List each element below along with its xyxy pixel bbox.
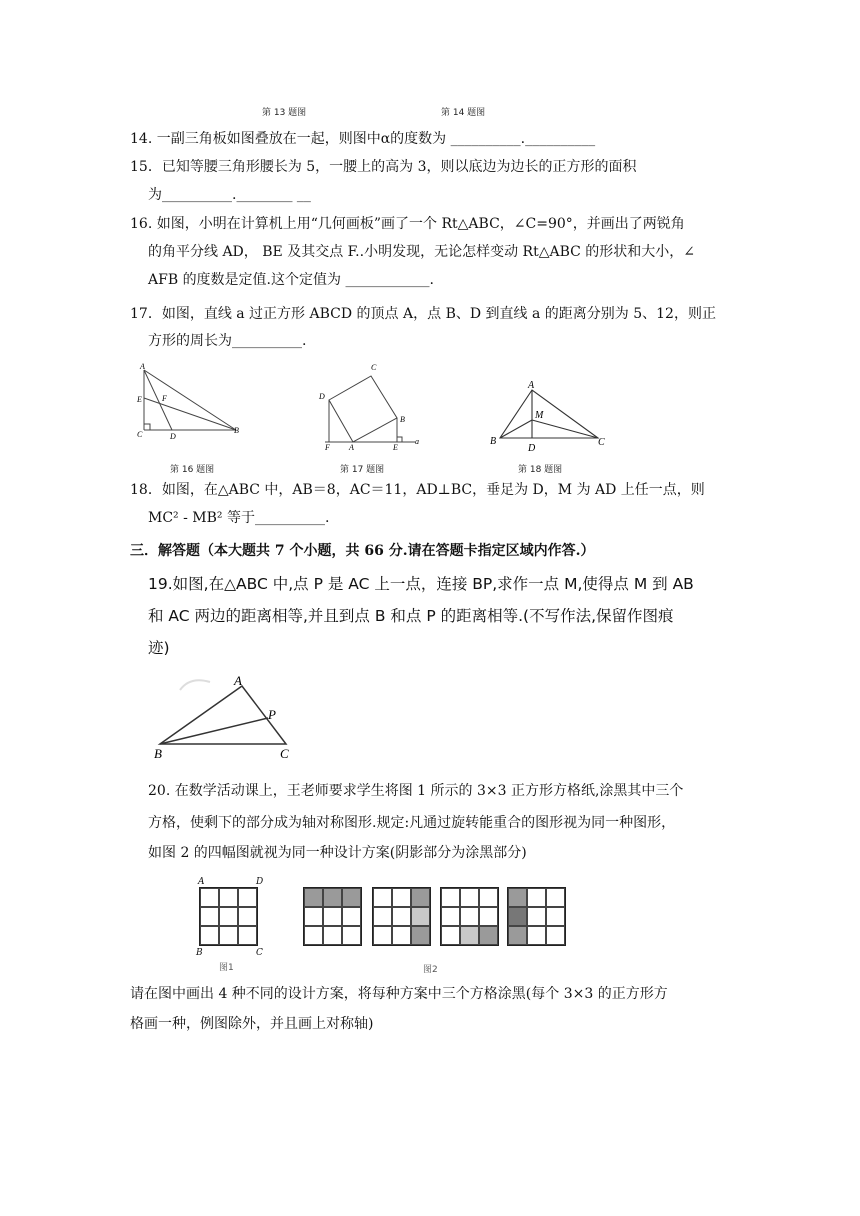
question-16-line2: 的角平分线 AD， BE 及其交点 F..小明发现，无论怎样变动 Rt△ABC 的形状和大小，∠ — [148, 244, 696, 260]
question-19-line3: 迹) — [148, 639, 170, 657]
question-17-line1: 17．如图，直线 a 过正方形 ABCD 的顶点 A，点 B、D 到直线 a 的距离分别为 5、12，则正 — [130, 306, 716, 322]
question-20-line2: 方格，使剩下的部分成为轴对称图形.规定:凡通过旋转能重合的图形视为同一种图形， — [148, 815, 676, 831]
fig17-label-B: B — [400, 415, 405, 424]
question-20-line1: 20. 在数学活动课上，王老师要求学生将图 1 所示的 3×3 正方形方格纸,涂黑其中三个 — [148, 783, 684, 799]
figure-17 — [313, 360, 423, 450]
fig16-caption: 第 16 题图 — [170, 465, 215, 475]
fig18-label-A: A — [528, 380, 535, 391]
figure-2-grid-1 — [303, 887, 362, 946]
fig19-label-P: P — [268, 707, 276, 722]
fig19-label-B: B — [154, 746, 162, 760]
fig20-corner-D: D — [256, 877, 264, 887]
figure-1-grid — [199, 887, 258, 946]
figure-2-grid-3 — [440, 887, 499, 946]
question-18-line1: 18．如图，在△ABC 中，AB＝8，AC＝11，AD⊥BC，垂足为 D，M 为 AD 上任一点，则 — [130, 482, 705, 498]
fig17-label-A: A — [349, 443, 354, 450]
fig20-corner-C: C — [256, 948, 263, 958]
question-19-line2: 和 AC 两边的距离相等,并且到点 B 和点 P 的距离相等.(不写作法,保留作图痕 — [148, 607, 674, 625]
fig20-corner-A: A — [198, 877, 205, 887]
fig16-label-E: E — [137, 395, 142, 404]
fig16-label-F: F — [162, 394, 167, 403]
fig19-label-C: C — [280, 746, 289, 760]
fig17-label-D: D — [319, 392, 325, 401]
fig17-label-C: C — [371, 363, 377, 372]
question-20-line3: 如图 2 的四幅图就视为同一种设计方案(阴影部分为涂黑部分) — [148, 845, 527, 861]
fig16-label-D: D — [170, 432, 176, 441]
fig17-label-a: a — [415, 437, 419, 446]
fig18-caption: 第 18 题图 — [518, 465, 563, 475]
figure-2-grid-4 — [507, 887, 566, 946]
figure-1-label: 图1 — [219, 963, 234, 973]
question-17-line2: 方形的周长为__________. — [148, 333, 307, 349]
figure-19 — [150, 672, 300, 760]
figure-2-grid-2 — [372, 887, 431, 946]
fig13-caption: 第 13 题图 — [262, 108, 307, 118]
fig19-label-A: A — [234, 673, 242, 688]
fig18-label-C: C — [598, 437, 605, 448]
fig18-label-D: D — [528, 443, 536, 454]
question-18-line2: MC² - MB² 等于__________. — [148, 510, 330, 526]
fig17-label-F: F — [325, 443, 330, 450]
question-15-line2: 为__________.________ __ — [148, 187, 311, 203]
fig14-caption: 第 14 题图 — [441, 108, 486, 118]
question-20-after2: 格画一种，例图除外，并且画上对称轴) — [130, 1016, 374, 1032]
fig18-label-M: M — [535, 410, 544, 421]
figure-18 — [488, 378, 610, 456]
fig17-label-E: E — [393, 443, 398, 450]
fig16-label-C: C — [137, 430, 143, 439]
fig20-corner-B: B — [196, 948, 203, 958]
question-16-line3: AFB 的度数是定值.这个定值为 ____________. — [148, 272, 434, 288]
question-15-line1: 15．已知等腰三角形腰长为 5，一腰上的高为 3，则以底边为边长的正方形的面积 — [130, 159, 637, 175]
fig16-label-A: A — [140, 362, 145, 371]
question-19-line1: 19.如图,在△ABC 中,点 P 是 AC 上一点，连接 BP,求作一点 M,使得点 M 到 AB — [148, 575, 694, 593]
fig18-label-B: B — [490, 436, 497, 447]
question-16-line1: 16. 如图，小明在计算机上用“几何画板”画了一个 Rt△ABC，∠C=90°，并画出了两锐角 — [130, 216, 685, 232]
question-20-after1: 请在图中画出 4 种不同的设计方案，将每种方案中三个方格涂黑(每个 3×3 的正方形方 — [130, 986, 668, 1002]
question-14: 14. 一副三角板如图叠放在一起，则图中α的度数为 __________.__________ — [130, 131, 596, 147]
section-3-title: 三．解答题（本大题共 7 个小题，共 66 分.请在答题卡指定区域内作答.） — [130, 543, 595, 559]
fig16-label-B: B — [234, 426, 239, 435]
fig17-caption: 第 17 题图 — [340, 465, 385, 475]
figure-16 — [136, 360, 246, 445]
figure-2-label: 图2 — [423, 965, 438, 975]
